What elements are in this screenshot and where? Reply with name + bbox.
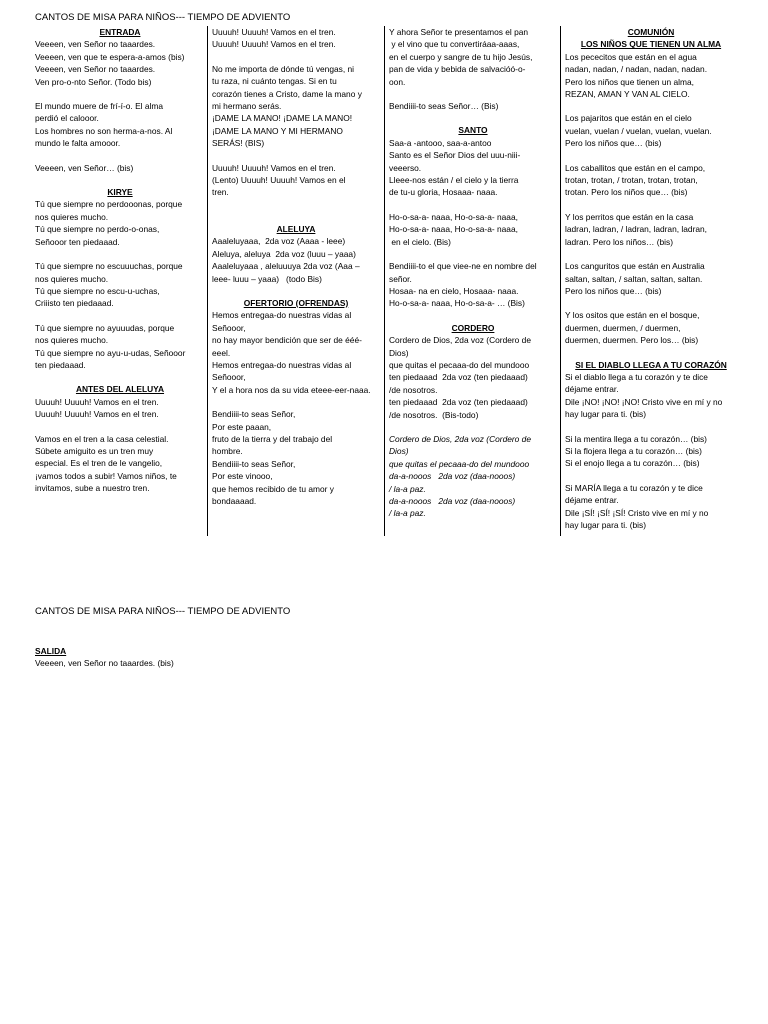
section-heading: ENTRADA bbox=[99, 27, 141, 37]
lyric-line: / la-a paz. bbox=[389, 483, 426, 494]
lyric-line: que hemos recibido de tu amor y bbox=[212, 483, 334, 494]
lyric-line: y el vino que tu convertiráaa-aaas, bbox=[389, 39, 520, 50]
lyric-line: nos quieres mucho. bbox=[35, 335, 109, 346]
lyric-line: nos quieres mucho. bbox=[35, 211, 109, 222]
lyric-line: Aleluya, aleluya 2da voz (luuu – yaaa) bbox=[212, 248, 356, 259]
lyric-line: déjame entrar. bbox=[565, 384, 619, 395]
lyric-line bbox=[565, 297, 737, 309]
lyric-line bbox=[389, 421, 557, 433]
lyric-line: Los canguritos que están en Australia bbox=[565, 261, 705, 272]
lyric-line: Tú que siempre no perdooonas, porque bbox=[35, 199, 183, 210]
lyric-line: Los pececitos que están en el agua bbox=[565, 51, 697, 62]
lyric-line: da-a-nooos 2da voz (daa-nooos) bbox=[389, 471, 516, 482]
lyric-line: trotan, trotan, / trotan, trotan, trotan, bbox=[565, 175, 698, 186]
lyric-line: ten piedaaad. bbox=[35, 359, 86, 370]
lyric-line: Dios) bbox=[389, 347, 409, 358]
lyric-line: mi hermano serás. bbox=[212, 101, 282, 112]
lyric-line: Cordero de Dios, 2da voz (Cordero de bbox=[389, 433, 531, 444]
column-divider bbox=[207, 26, 208, 536]
lyric-line: vuelan, vuelan / vuelan, vuelan, vuelan. bbox=[565, 125, 712, 136]
lyric-line bbox=[212, 199, 380, 211]
lyric-line bbox=[35, 421, 205, 433]
lyric-line: ¡DAME LA MANO Y MI HERMANO bbox=[212, 125, 343, 136]
lyric-line: Los hombres no son herma-a-nos. Al bbox=[35, 125, 173, 136]
lyric-line bbox=[389, 310, 557, 322]
column-2 bbox=[212, 26, 380, 507]
lyric-line: Bendiiii-to seas Señor… (Bis) bbox=[389, 101, 499, 112]
lyric-line: Señooor ten piedaaad. bbox=[35, 236, 120, 247]
lyric-line: Tú que siempre no ayuuudas, porque bbox=[35, 322, 175, 333]
lyric-line: Tú que siempre no ayu-u-udas, Señooor bbox=[35, 347, 186, 358]
lyric-line bbox=[212, 285, 380, 297]
lyric-line: Y el a hora nos da su vida eteee-eer-naaa. bbox=[212, 384, 371, 395]
lyric-line: eeel. bbox=[212, 347, 231, 358]
lyric-line: Uuuuh! Uuuuh! Vamos en el tren. bbox=[35, 409, 159, 420]
lyric-line bbox=[565, 470, 737, 482]
lyric-line bbox=[565, 199, 737, 211]
lyric-line: No me importa de dónde tú vengas, ni bbox=[212, 63, 354, 74]
lyric-line: Dios) bbox=[389, 446, 409, 457]
lyric-line: Por este paaan, bbox=[212, 421, 272, 432]
lyric-line: SERÁS! (BIS) bbox=[212, 138, 265, 149]
lyric-line bbox=[212, 150, 380, 162]
lyric-line: Y ahora Señor te presentamos el pan bbox=[389, 27, 529, 37]
lyric-line bbox=[35, 248, 205, 260]
lyric-line: Hemos entregaa-do nuestras vidas al bbox=[212, 359, 352, 370]
lyric-line: Pero los niños que… (bis) bbox=[565, 138, 662, 149]
lyric-line: bondaaaad. bbox=[212, 496, 257, 506]
lyric-line bbox=[565, 100, 737, 112]
lyric-line: especial. Es el tren de le vangelio, bbox=[35, 458, 163, 469]
lyric-line: en el cuerpo y sangre de tu hijo Jesús, bbox=[389, 51, 533, 62]
lyric-line bbox=[35, 150, 205, 162]
column-divider bbox=[560, 26, 561, 536]
lyric-line: saltan, saltan, / saltan, saltan, saltan. bbox=[565, 273, 703, 284]
lyric-line: Cordero de Dios, 2da voz (Cordero de bbox=[389, 335, 531, 346]
lyric-line: Lleee-nos están / el cielo y la tierra bbox=[389, 175, 519, 186]
lyric-line: / la-a paz. bbox=[389, 508, 426, 519]
lyric-line: Uuuuh! Uuuuh! Vamos en el tren. bbox=[212, 39, 336, 50]
lyric-line: Criiisto ten piedaaad. bbox=[35, 298, 114, 309]
lyric-line: Los pajaritos que están en el cielo bbox=[565, 113, 692, 124]
lyric-line: Señooor, bbox=[212, 372, 246, 383]
lyric-line: Tú que siempre no escu-u-uchas, bbox=[35, 285, 160, 296]
lyric-line: Pero los niños que… (bis) bbox=[565, 285, 662, 296]
lyric-line: Veeeen, ven Señor no taaardes. bbox=[35, 39, 156, 50]
lyric-line: que quitas el pecaaa-do del mundooo bbox=[389, 458, 530, 469]
lyric-line: no hay mayor bendición que ser de ééé- bbox=[212, 335, 362, 346]
lyric-line: hay lugar para ti. (bis) bbox=[565, 520, 646, 530]
section-heading: ANTES DEL ALELUYA bbox=[75, 384, 165, 395]
lyric-line bbox=[565, 248, 737, 260]
lyric-line: leee- luuu – yaaa) (todo Bis) bbox=[212, 273, 322, 284]
lyric-line: Veeeen, ven Señor… (bis) bbox=[35, 162, 134, 173]
lyric-line: Hemos entregaa-do nuestras vidas al bbox=[212, 310, 352, 321]
lyric-line bbox=[35, 88, 205, 100]
lyric-line: Uuuuh! Uuuuh! Vamos en el tren. bbox=[35, 396, 159, 407]
lyric-line bbox=[35, 174, 205, 186]
lyric-line: pan de vida y bebida de salvacióó-o- bbox=[389, 64, 526, 75]
section-heading: ALELUYA bbox=[276, 223, 316, 234]
lyric-line: nadan, nadan, / nadan, nadan, nadan. bbox=[565, 64, 708, 75]
lyric-line: Súbete amiguito es un tren muy bbox=[35, 445, 154, 456]
salida-heading: SALIDA bbox=[35, 646, 67, 656]
lyric-line: ten piedaaad 2da voz (ten piedaaad) bbox=[389, 397, 528, 408]
lyric-line: Aaaleluyaaa, 2da voz (Aaaa - leee) bbox=[212, 236, 346, 247]
lyric-line: REZAN, AMAN Y VAN AL CIELO. bbox=[565, 89, 690, 100]
lyric-line: Si el enojo llega a tu corazón… (bis) bbox=[565, 458, 700, 469]
lyric-line: Vamos en el tren a la casa celestial. bbox=[35, 433, 169, 444]
section-heading: KIRYE bbox=[107, 187, 133, 198]
lyric-line: /de nosotros. bbox=[389, 384, 438, 395]
lyric-line: duermen, duermen. Pero los… (bis) bbox=[565, 335, 699, 346]
lyric-line: oon. bbox=[389, 76, 406, 87]
lyric-line: perdió el calooor. bbox=[35, 113, 99, 124]
lyric-line: nos quieres mucho. bbox=[35, 273, 109, 284]
lyric-line: ¡DAME LA MANO! ¡DAME LA MANO! bbox=[212, 113, 353, 124]
lyric-line: trotan. Pero los niños que… (bis) bbox=[565, 187, 688, 198]
lyric-line: Aaaleluyaaa , aleluuuya 2da voz (Aaa – bbox=[212, 261, 360, 272]
lyric-line: Saa-a -antooo, saa-a-antoo bbox=[389, 137, 492, 148]
lyric-line: El mundo muere de frí-í-o. El alma bbox=[35, 101, 164, 112]
lyric-line: que quitas el pecaaa-do del mundooo bbox=[389, 359, 530, 370]
column-1 bbox=[35, 26, 205, 495]
lyric-line: Tú que siempre no perdo-o-onas, bbox=[35, 224, 160, 235]
lyric-line bbox=[212, 51, 380, 63]
lyric-line: Dile ¡SÍ! ¡SÍ! ¡SÍ! Cristo vive en mí y no bbox=[565, 507, 709, 518]
lyric-line: déjame entrar. bbox=[565, 495, 619, 506]
lyric-line: Uuuuh! Uuuuh! Vamos en el tren. bbox=[212, 162, 336, 173]
lyric-line: hombre. bbox=[212, 446, 243, 457]
lyric-line: da-a-nooos 2da voz (daa-nooos) bbox=[389, 496, 516, 506]
lyric-line bbox=[389, 199, 557, 211]
lyric-line: Veeeen, ven que te espera-a-amos (bis) bbox=[35, 51, 185, 62]
lyric-line: Bendiiii-to seas Señor, bbox=[212, 409, 296, 420]
lyric-line: Ho-o-sa-a- naaa, Ho-o-sa-a- naaa, bbox=[389, 211, 518, 222]
lyric-line: de tu-u gloria, Hosaaa- naaa. bbox=[389, 187, 498, 198]
lyric-line: Y los ositos que están en el bosque, bbox=[565, 310, 700, 321]
lyric-line bbox=[565, 150, 737, 162]
lyric-line: Pero los niños que tienen un alma, bbox=[565, 76, 694, 87]
lyric-line bbox=[565, 421, 737, 433]
lyric-line: Si MARÍA llega a tu corazón y te dice bbox=[565, 482, 703, 493]
lyric-line: Bendiiii-to seas Señor, bbox=[212, 458, 296, 469]
lyric-line: ladran. Pero los niños… (bis) bbox=[565, 236, 673, 247]
lyric-line: señor. bbox=[389, 273, 412, 284]
page-title: CANTOS DE MISA PARA NIÑOS--- TIEMPO DE ADVIENTO bbox=[35, 12, 291, 23]
lyric-line: Tú que siempre no escuuuchas, porque bbox=[35, 261, 183, 272]
column-divider bbox=[384, 26, 385, 536]
lyric-line: Hosaa- na en cielo, Hosaaa- naaa. bbox=[389, 285, 519, 296]
lyric-line: (Lento) Uuuuh! Uuuuh! Vamos en el bbox=[212, 175, 346, 186]
section-heading: OFERTORIO (OFRENDAS) bbox=[243, 297, 349, 308]
lyric-line bbox=[389, 248, 557, 260]
lyric-line: corazón tienes a Cristo, dame la mano y bbox=[212, 88, 362, 99]
lyric-line: mundo le falta amooor. bbox=[35, 138, 121, 149]
lyric-line bbox=[35, 310, 205, 322]
lyric-line bbox=[389, 88, 557, 100]
lyric-line: Los caballitos que están en el campo, bbox=[565, 162, 706, 173]
lyric-line bbox=[35, 371, 205, 383]
lyric-line: en el cielo. (Bis) bbox=[389, 236, 451, 247]
lyric-line bbox=[212, 211, 380, 223]
column-3 bbox=[389, 26, 557, 520]
lyric-line: Veeeen, ven Señor no taaardes. bbox=[35, 64, 156, 75]
lyric-line: Bendiiii-to el que viee-ne en nombre del bbox=[389, 261, 537, 272]
lyric-line: tren. bbox=[212, 187, 229, 198]
section-heading: LOS NIÑOS QUE TIENEN UN ALMA bbox=[580, 39, 722, 50]
lyric-line: fruto de la tierra y del trabajo del bbox=[212, 433, 333, 444]
lyric-line: Ven pro-o-nto Señor. (Todo bis) bbox=[35, 76, 152, 87]
second-page-title: CANTOS DE MISA PARA NIÑOS--- TIEMPO DE ADVIENTO bbox=[35, 606, 291, 617]
lyric-line: tu raza, ni cuánto tengas. Si en tu bbox=[212, 76, 337, 87]
lyric-line: Uuuuh! Uuuuh! Vamos en el tren. bbox=[212, 27, 336, 37]
lyric-line: Por este vinooo, bbox=[212, 471, 273, 482]
lyric-line: hay lugar para ti. (bis) bbox=[565, 409, 646, 420]
lyric-line: ten piedaaad 2da voz (ten piedaaad) bbox=[389, 372, 528, 383]
lyric-line: Santo es el Señor Dios del uuu-niii- bbox=[389, 150, 521, 161]
section-heading: SI EL DIABLO LLEGA A TU CORAZÓN bbox=[575, 359, 727, 370]
section-heading: CORDERO bbox=[451, 322, 495, 333]
lyric-line: ¡vamos todos a subir! Vamos niños, te bbox=[35, 470, 177, 481]
lyric-line: Señooor, bbox=[212, 322, 246, 333]
lyric-line: Dile ¡NO! ¡NO! ¡NO! Cristo vive en mí y no bbox=[565, 396, 723, 407]
lyric-line: ladran, ladran, / ladran, ladran, ladran, bbox=[565, 224, 707, 235]
lyric-line: Si la mentira llega a tu corazón… (bis) bbox=[565, 433, 707, 444]
section-heading: SANTO bbox=[458, 125, 488, 136]
lyric-line bbox=[565, 347, 737, 359]
lyric-line: Si el diablo llega a tu corazón y te dice bbox=[565, 371, 708, 382]
lyric-line: Si la flojera llega a tu corazón… (bis) bbox=[565, 445, 702, 456]
lyric-line bbox=[389, 112, 557, 124]
section-heading: COMUNIÓN bbox=[627, 27, 675, 37]
lyric-line: duermen, duermen, / duermen, bbox=[565, 322, 681, 333]
column-4 bbox=[565, 26, 737, 531]
salida-line: Veeeen, ven Señor no taaardes. (bis) bbox=[35, 658, 174, 668]
lyric-line: veeerso. bbox=[389, 162, 422, 173]
lyric-line: Y los perritos que están en la casa bbox=[565, 211, 694, 222]
lyric-line bbox=[212, 396, 380, 408]
lyric-line: Ho-o-sa-a- naaa, Ho-o-sa-a- naaa, bbox=[389, 224, 518, 235]
lyric-line: invitamos, sube a nuestro tren. bbox=[35, 483, 150, 494]
lyric-line: Ho-o-sa-a- naaa, Ho-o-sa-a- … (Bis) bbox=[389, 298, 525, 309]
lyric-line: /de nosotros. (Bis-todo) bbox=[389, 409, 479, 420]
